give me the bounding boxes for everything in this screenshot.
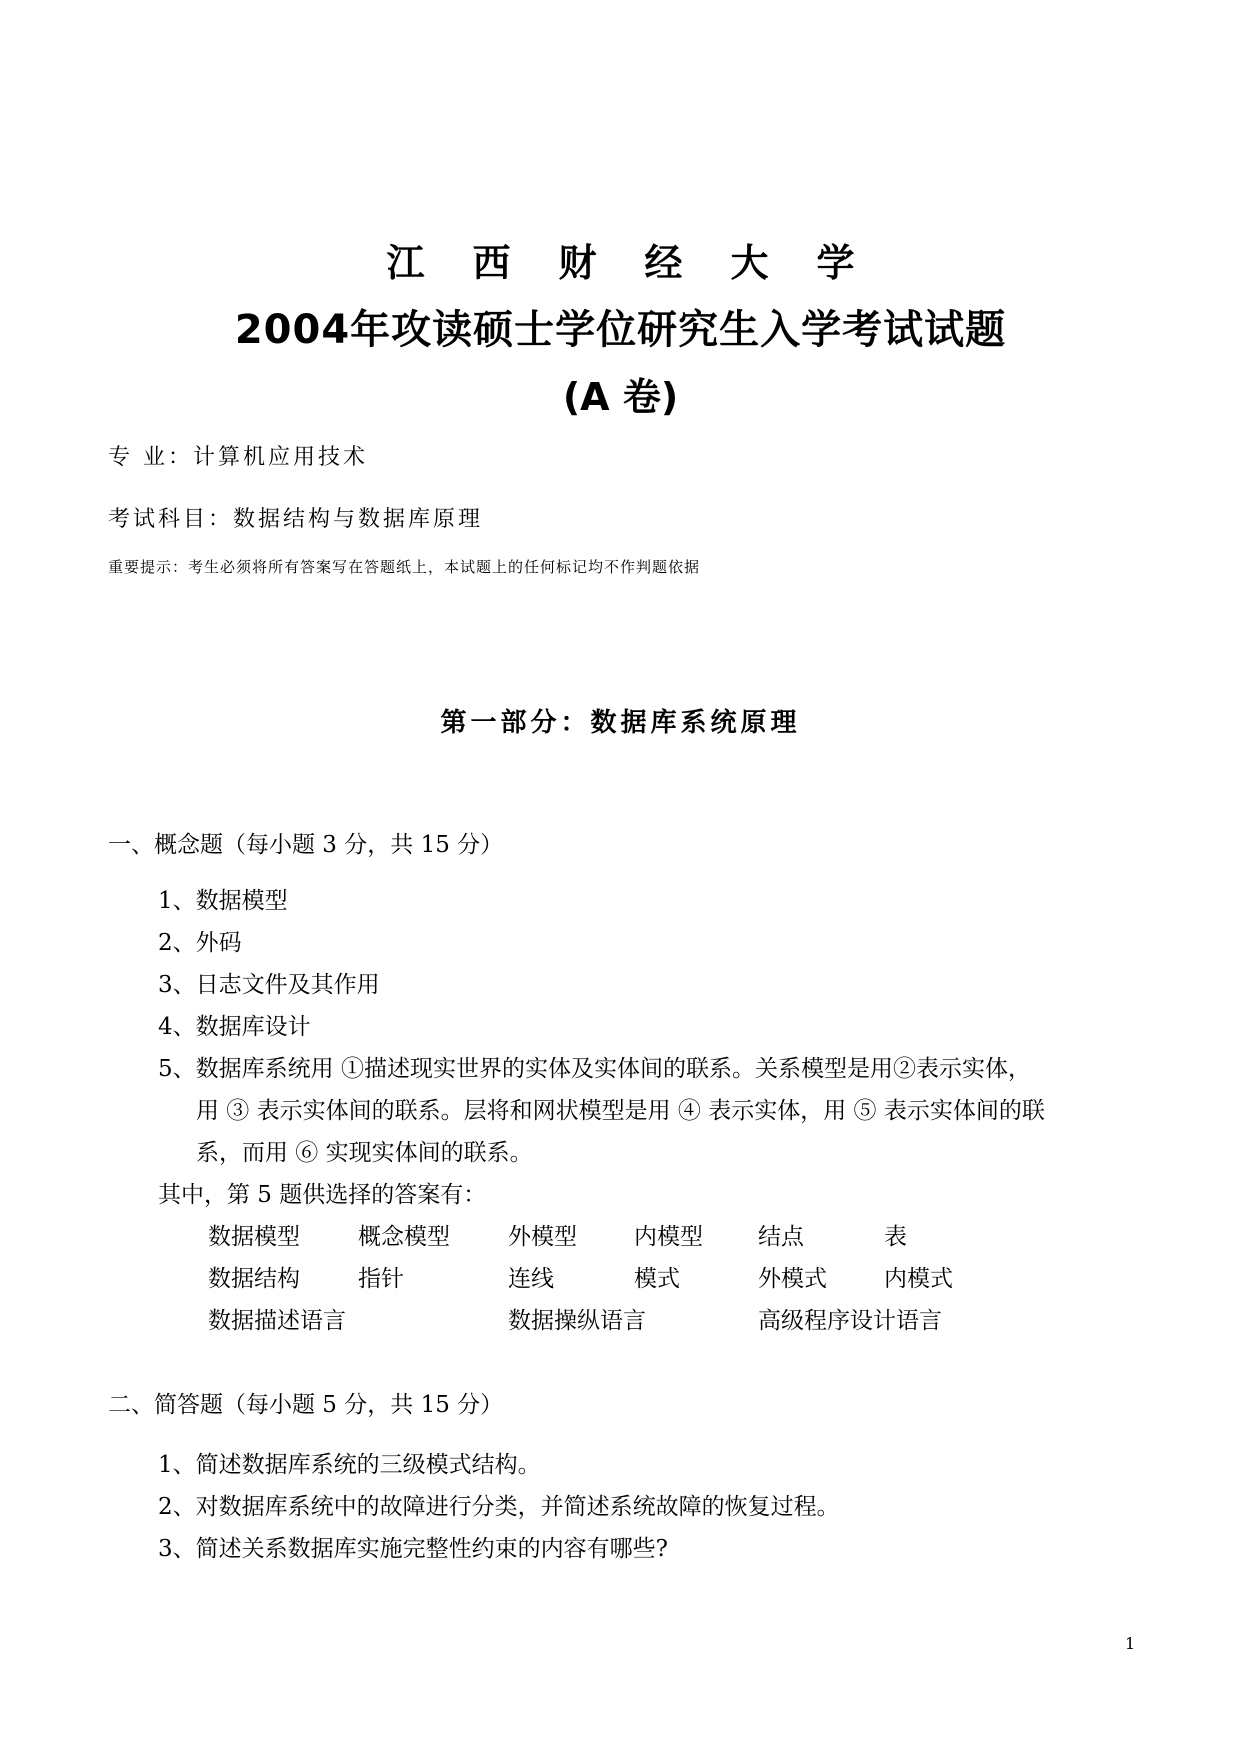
question-item-5-line-1: 5、数据库系统用 ①描述现实世界的实体及实体间的联系。关系模型是用②表示实体， bbox=[158, 1056, 1031, 1082]
choice-option: 数据结构 bbox=[208, 1266, 300, 1292]
choice-option: 高级程序设计语言 bbox=[758, 1308, 942, 1334]
question-item: 3、日志文件及其作用 bbox=[158, 972, 380, 998]
choices-intro: 其中，第 5 题供选择的答案有： bbox=[158, 1182, 487, 1208]
question-item: 2、对数据库系统中的故障进行分类，并简述系统故障的恢复过程。 bbox=[158, 1494, 840, 1520]
choice-option: 结点 bbox=[758, 1224, 804, 1250]
choice-option: 指针 bbox=[358, 1266, 404, 1292]
choice-option: 表 bbox=[884, 1224, 907, 1250]
question-item: 1、简述数据库系统的三级模式结构。 bbox=[158, 1452, 541, 1478]
page-number: 1 bbox=[1125, 1634, 1136, 1653]
choice-option: 数据描述语言 bbox=[208, 1308, 346, 1334]
choice-option: 外模式 bbox=[758, 1266, 827, 1292]
question-item: 4、数据库设计 bbox=[158, 1014, 311, 1040]
choice-option: 内模式 bbox=[884, 1266, 953, 1292]
section-two-heading: 二、简答题（每小题 5 分，共 15 分） bbox=[108, 1392, 504, 1418]
university-name: 江西财经大学 bbox=[386, 241, 903, 285]
choice-option: 数据模型 bbox=[208, 1224, 300, 1250]
paper-version: (A 卷) bbox=[562, 375, 679, 419]
section-one-heading: 一、概念题（每小题 3 分，共 15 分） bbox=[108, 832, 504, 858]
question-item: 3、简述关系数据库实施完整性约束的内容有哪些? bbox=[158, 1536, 668, 1562]
choice-option: 连线 bbox=[508, 1266, 554, 1292]
question-item: 2、外码 bbox=[158, 930, 242, 956]
question-item: 1、数据模型 bbox=[158, 888, 288, 914]
exam-title: 2004年攻读硕士学位研究生入学考试试题 bbox=[234, 307, 1007, 353]
choice-option: 概念模型 bbox=[358, 1224, 450, 1250]
part-one-title: 第一部分：数据库系统原理 bbox=[440, 708, 801, 738]
choice-option: 数据操纵语言 bbox=[508, 1308, 646, 1334]
choice-option: 外模型 bbox=[508, 1224, 577, 1250]
choice-option: 内模型 bbox=[634, 1224, 703, 1250]
major-line: 专 业：计算机应用技术 bbox=[108, 445, 368, 470]
question-item-5-line-2: 用 ③ 表示实体间的联系。层将和网状模型是用 ④ 表示实体，用 ⑤ 表示实体间的联 bbox=[196, 1098, 1045, 1124]
choice-option: 模式 bbox=[634, 1266, 680, 1292]
question-item-5-line-3: 系，而用 ⑥ 实现实体间的联系。 bbox=[196, 1140, 533, 1166]
important-notice: 重要提示：考生必须将所有答案写在答题纸上，本试题上的任何标记均不作判题依据 bbox=[108, 558, 701, 576]
subject-line: 考试科目：数据结构与数据库原理 bbox=[108, 507, 484, 532]
